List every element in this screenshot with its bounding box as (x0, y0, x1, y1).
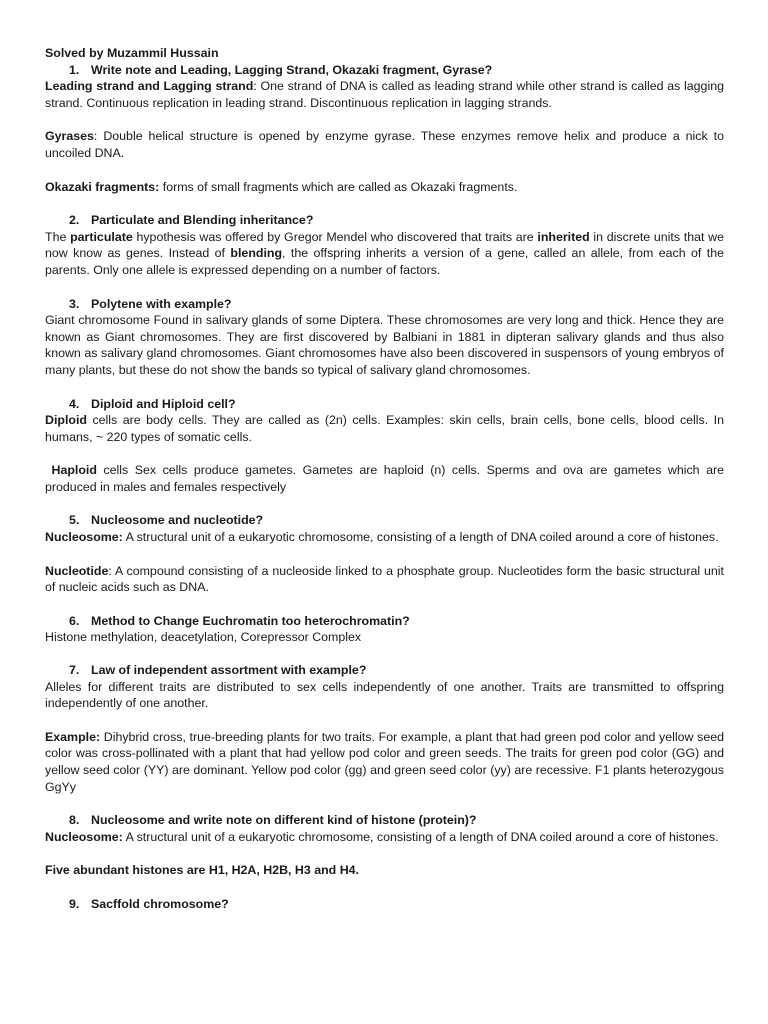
question-title: Method to Change Euchromatin too heterochromatin? (91, 613, 410, 628)
question-7 (69, 662, 724, 679)
answer-nucleosome-2 (45, 829, 724, 846)
answer-gyrase (45, 128, 724, 161)
question-number: 1. (69, 62, 80, 77)
term: blending (230, 246, 283, 261)
question-5 (69, 512, 724, 529)
term: Nucleosome: (45, 530, 123, 545)
definition: : One strand of DNA is called as leading strand while other strand is called as lagging strand. Continuous replication in leading strand. Discontinuous replication in lagging strands. (45, 79, 724, 110)
answer-independent-assortment: Alleles for different traits are distributed to sex cells independently of one another. Traits are transmitted to offspring independently of one another. (45, 679, 724, 711)
question-number: 2. (69, 213, 80, 228)
question-title: Particulate and Blending inheritance? (91, 213, 314, 228)
text: hypothesis was offered by Gregor Mendel who discovered that traits are (132, 229, 538, 244)
definition: Dihybrid cross, true-breeding plants for two traits. For example, a plant that had green pod color and yellow seed color was cross-pollinated with a plant that had yellow pod color and green seeds. The traits for green pod color (GG) and yellow seed color (YY) are dominant. Yellow pod color (gg) and green seed color (yy) are recessive. F1 plants heterozygous GgYy (45, 729, 724, 794)
question-9 (69, 896, 724, 913)
question-4 (69, 396, 724, 413)
term: Example: (45, 729, 101, 744)
term: Okazaki fragments: (45, 179, 160, 194)
question-2 (69, 212, 724, 229)
answer-okazaki (45, 179, 724, 196)
definition: forms of small fragments which are called as Okazaki fragments. (159, 179, 518, 194)
answer-leading-lagging (45, 78, 724, 111)
question-title: Polytene with example? (91, 296, 232, 311)
term: inherited (537, 229, 590, 244)
question-number: 8. (69, 813, 80, 828)
answer-particulate (45, 229, 724, 279)
question-8 (69, 812, 724, 829)
term: Haploid (51, 463, 97, 478)
question-number: 7. (69, 663, 80, 678)
answer-euchromatin: Histone methylation, deacetylation, Corepressor Complex (45, 630, 362, 645)
answer-polytene: Giant chromosome Found in salivary glands of some Diptera. These chromosomes are very long and thick. Hence they are known as Giant chromosomes. They are first discovered by Balbiani in 1881 in dipteran salivary glands and thus also known as salivary gland chromosomes. Giant chromosomes have also been discovered in suspensors of young embryos of many plants, but these do not show the bands so typical of salivary gland chromosomes. (45, 313, 724, 377)
question-title: Write note and Leading, Lagging Strand, Okazaki fragment, Gyrase? (91, 62, 493, 77)
term: Nucleotide (45, 563, 109, 578)
question-title: Nucleosome and write note on different kind of histone (protein)? (91, 813, 477, 828)
question-title: Nucleosome and nucleotide? (91, 513, 264, 528)
question-number: 3. (69, 296, 80, 311)
question-number: 4. (69, 396, 80, 411)
term: Leading strand and Lagging strand (45, 79, 254, 94)
text: The (45, 229, 71, 244)
term: Nucleosome: (45, 829, 123, 844)
term: particulate (70, 229, 133, 244)
definition: A structural unit of a eukaryotic chromosome, consisting of a length of DNA coiled around a core of histones. (122, 829, 719, 844)
question-title: Diploid and Hiploid cell? (91, 396, 236, 411)
definition: : A compound consisting of a nucleoside linked to a phosphate group. Nucleotides form the basic structural unit of nucleic acids such as DNA. (45, 563, 724, 595)
definition: cells are body cells. They are called as (2n) cells. Examples: skin cells, brain cells, bone cells, blood cells. In humans, ~ 220 types of somatic cells. (45, 413, 724, 444)
question-3 (69, 296, 724, 313)
text: , the offspring inherits a version of a gene, called an allele, from each of the parents. Only one allele is expressed depending on a number of factors. (45, 246, 724, 277)
answer-nucleotide (45, 563, 724, 596)
histones-statement: Five abundant histones are H1, H2A, H2B, H3 and H4. (45, 863, 359, 878)
definition: A structural unit of a eukaryotic chromosome, consisting of a length of DNA coiled around a core of histones. (122, 530, 719, 545)
question-number: 9. (69, 896, 80, 911)
answer-haploid (45, 462, 724, 495)
question-1 (69, 62, 724, 79)
question-number: 6. (69, 613, 80, 628)
definition: cells Sex cells produce gametes. Gametes are haploid (n) cells. Sperms and ova are gametes which are produced in males and females respectively (45, 463, 724, 494)
question-number: 5. (69, 513, 80, 528)
term: Gyrases (45, 129, 94, 144)
term: Diploid (45, 413, 87, 428)
text: in discrete units that we now know as genes. Instead of (45, 229, 725, 261)
question-title: Sacffold chromosome? (91, 896, 229, 911)
question-title: Law of independent assortment with example? (91, 663, 367, 678)
answer-histones (45, 862, 724, 879)
question-6 (69, 613, 724, 630)
answer-diploid (45, 412, 724, 445)
answer-nucleosome (45, 529, 724, 546)
definition: : Double helical structure is opened by enzyme gyrase. These enzymes remove helix and produce a nick to uncoiled DNA. (45, 129, 724, 160)
answer-example (45, 729, 724, 795)
author-line: Solved by Muzammil Hussain (45, 46, 219, 60)
